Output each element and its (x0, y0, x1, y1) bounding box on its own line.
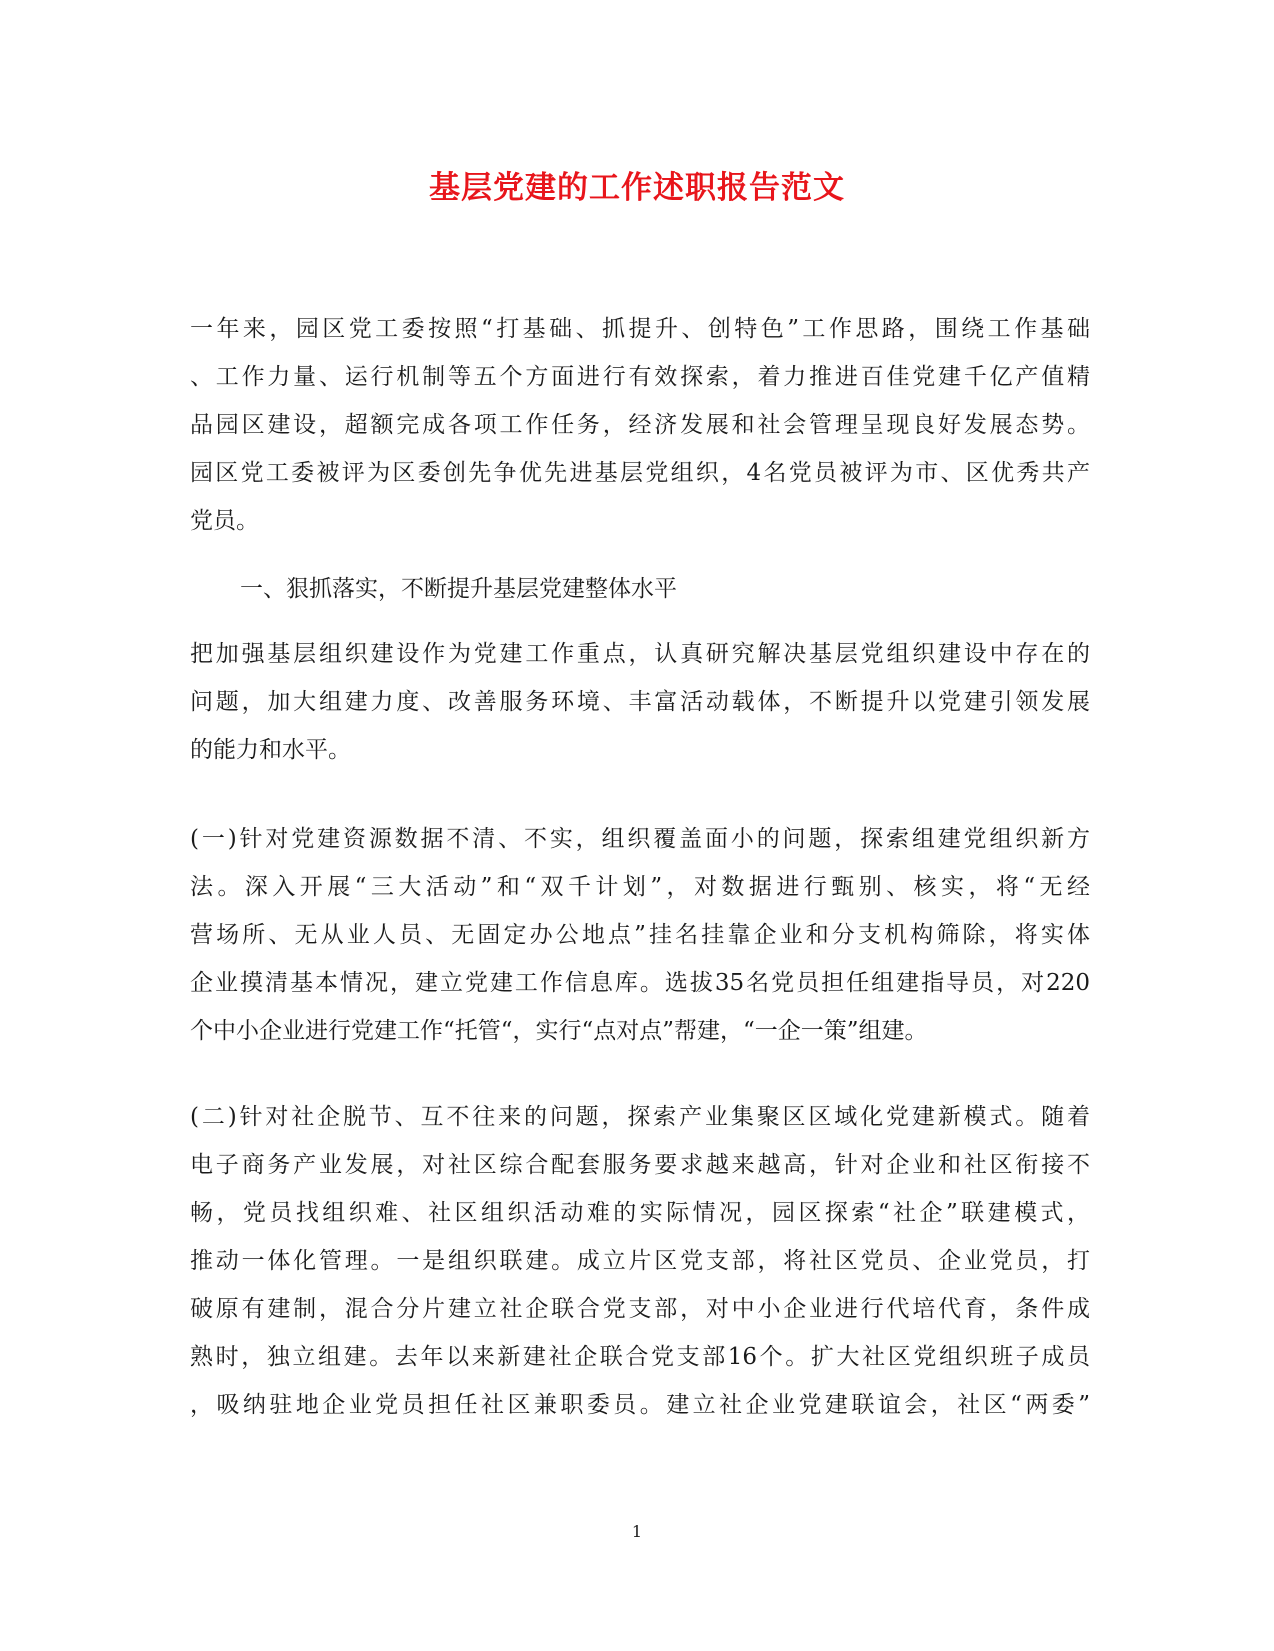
paragraph-line: 畅，党员找组织难、社区组织活动难的实际情况，园区探索“社企”联建模式， (190, 1200, 1090, 1226)
paragraph-line: 熟时，独立组建。去年以来新建社企联合党支部16个。扩大社区党组织班子成员 (190, 1344, 1090, 1370)
paragraph-line: (二)针对社企脱节、互不往来的问题，探索产业集聚区区域化党建新模式。随着 (190, 1104, 1090, 1130)
paragraph-line: 品园区建设，超额完成各项工作任务，经济发展和社会管理呈现良好发展态势。 (190, 412, 1090, 438)
paragraph-item-one (190, 815, 1090, 1055)
paragraph-line: 、工作力量、运行机制等五个方面进行有效探索，着力推进百佳党建千亿产值精 (190, 364, 1090, 390)
paragraph-line: 的能力和水平。 (190, 737, 351, 763)
paragraph-item-two (190, 1093, 1090, 1429)
paragraph-line: 破原有建制，混合分片建立社企联合党支部，对中小企业进行代培代育，条件成 (190, 1296, 1090, 1322)
paragraph-line: 问题，加大组建力度、改善服务环境、丰富活动载体，不断提升以党建引领发展 (190, 689, 1090, 715)
document-title: 基层党建的工作述职报告范文 (429, 170, 845, 206)
paragraph-line: 党员。 (190, 508, 259, 534)
paragraph-line: 营场所、无从业人员、无固定办公地点”挂名挂靠企业和分支机构筛除，将实体 (190, 922, 1090, 948)
paragraph-line: 推动一体化管理。一是组织联建。成立片区党支部，将社区党员、企业党员，打 (190, 1248, 1090, 1274)
paragraph-line: 电子商务产业发展，对社区综合配套服务要求越来越高，针对企业和社区衔接不 (190, 1152, 1090, 1178)
page-number: 1 (631, 1522, 643, 1541)
paragraph-intro (190, 305, 1090, 545)
section-heading: 一、狠抓落实，不断提升基层党建整体水平 (240, 576, 677, 602)
paragraph-line: ，吸纳驻地企业党员担任社区兼职委员。建立社企业党建联谊会，社区“两委” (190, 1392, 1090, 1418)
paragraph-line: 一年来，园区党工委按照“打基础、抓提升、创特色”工作思路，围绕工作基础 (190, 316, 1090, 342)
paragraph-line: 法。深入开展“三大活动”和“双千计划”，对数据进行甄别、核实，将“无经 (190, 874, 1090, 900)
paragraph-line: 个中小企业进行党建工作“托管“，实行“点对点”帮建，“一企一策”组建。 (190, 1018, 928, 1044)
paragraph-line: 企业摸清基本情况，建立党建工作信息库。选拔35名党员担任组建指导员，对220 (190, 970, 1090, 996)
paragraph-focus (190, 630, 1090, 774)
paragraph-line: 把加强基层组织建设作为党建工作重点，认真研究解决基层党组织建设中存在的 (190, 641, 1090, 667)
paragraph-line: 园区党工委被评为区委创先争优先进基层党组织，4名党员被评为市、区优秀共产 (190, 460, 1090, 486)
paragraph-line: (一)针对党建资源数据不清、不实，组织覆盖面小的问题，探索组建党组织新方 (190, 826, 1090, 852)
